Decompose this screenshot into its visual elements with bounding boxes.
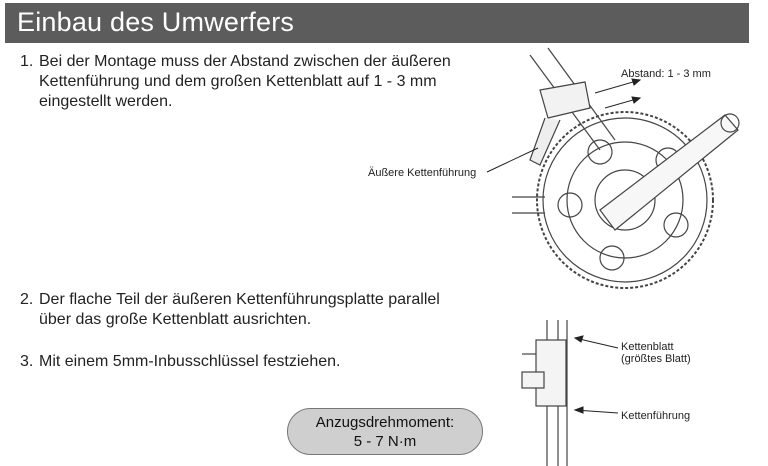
step-text-line: Bei der Montage muss der Abstand zwischen der äußeren bbox=[39, 53, 451, 70]
step-text-line: Kettenführung und dem großen Kettenblatt auf 1 - 3 mm bbox=[39, 73, 437, 90]
step-text-line: Der flache Teil der äußeren Kettenführungsplatte parallel bbox=[39, 291, 440, 308]
step-text-line: Mit einem 5mm-Inbusschlüssel festziehen. bbox=[39, 353, 341, 370]
step-text-line: eingestellt werden. bbox=[39, 93, 173, 110]
distance-label: Abstand: 1 - 3 mm bbox=[621, 68, 711, 80]
torque-value: 5 - 7 N·m bbox=[353, 433, 417, 450]
chain-guide-label: Kettenführung bbox=[621, 410, 691, 422]
step-number: 1. bbox=[20, 53, 34, 70]
step-number: 3. bbox=[20, 353, 34, 370]
step-number: 2. bbox=[20, 291, 34, 308]
chainring-label: Kettenblatt bbox=[621, 341, 674, 353]
step-text-line: über das große Kettenblatt ausrichten. bbox=[39, 311, 312, 328]
torque-label: Anzugsdrehmoment: bbox=[315, 414, 455, 431]
page-title: Einbau des Umwerfers bbox=[17, 7, 295, 37]
chainring-sublabel: (größtes Blatt) bbox=[621, 353, 691, 365]
outer-guide-label: Äußere Kettenführung bbox=[368, 167, 477, 179]
